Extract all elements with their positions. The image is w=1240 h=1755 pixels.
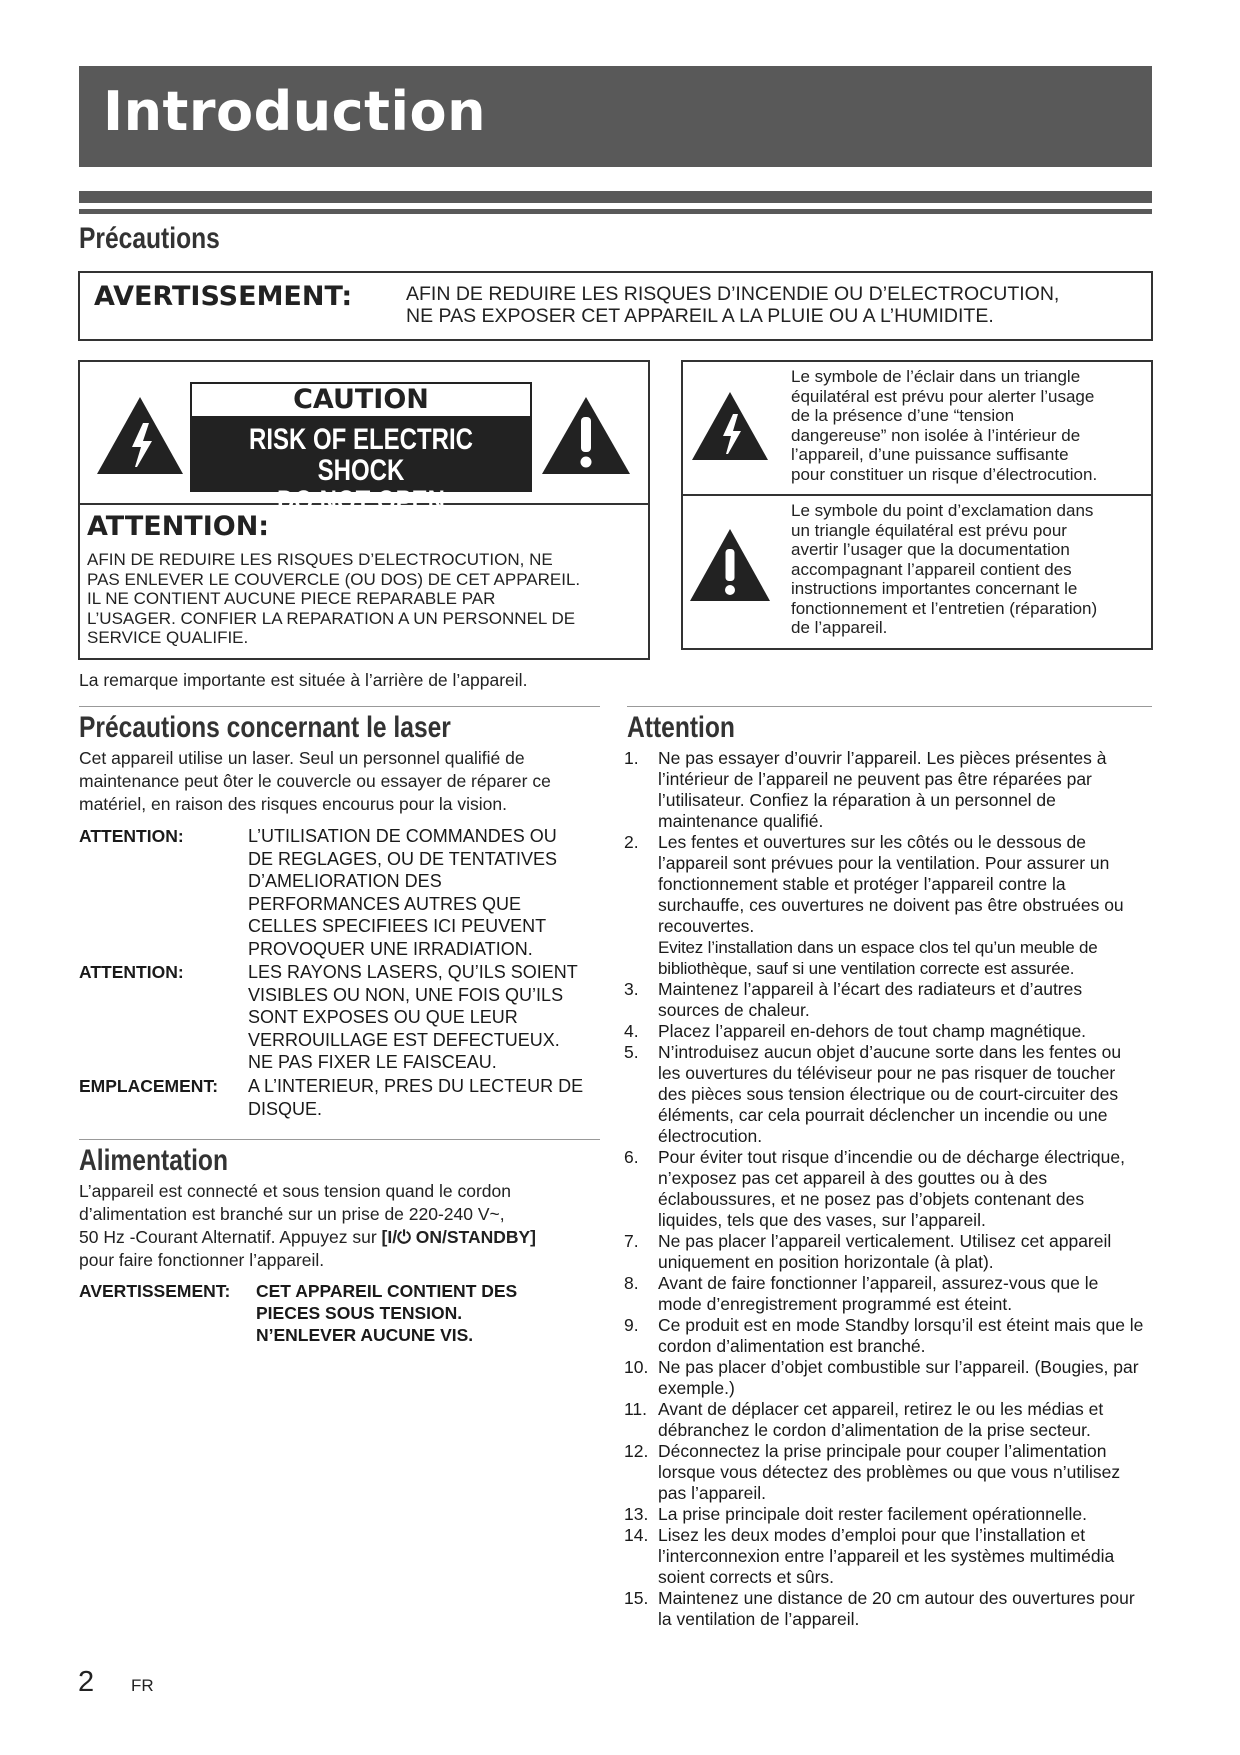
laser-entry-key: EMPLACEMENT: (79, 1076, 219, 1096)
laser-intro-line: maintenance peut ôter le couvercle ou essayer de réparer ce (79, 771, 551, 791)
list-item-number: 8. (624, 1273, 639, 1293)
list-item-number: 7. (624, 1231, 639, 1251)
power-rule (79, 1139, 600, 1140)
lightning-text-line: Le symbole de l’éclair dans un triangle (791, 367, 1081, 386)
list-item-number: 10. (624, 1357, 649, 1377)
list-item (624, 1504, 1144, 1525)
exclamation-triangle-icon (540, 395, 632, 476)
page-title: Introduction (103, 80, 487, 143)
list-item-number: 14. (624, 1525, 649, 1545)
section-rule-thin (79, 209, 1152, 214)
power-text (79, 1180, 536, 1272)
attention-line: PAS ENLEVER LE COUVERCLE (OU DOS) DE CET APPAREIL. (87, 569, 581, 589)
laser-entry-line: SONT EXPOSES OU QUE LEUR (248, 1007, 518, 1027)
list-item-text: Maintenez une distance de 20 cm autour des ouvertures pour la ventilation de l’appareil. (658, 1588, 1135, 1629)
power-warning-line: PIECES SOUS TENSION. (256, 1303, 463, 1323)
exclamation-text-line: accompagnant l’appareil contient des (791, 559, 1072, 579)
attention-label: ATTENTION: (87, 511, 270, 542)
list-item-number: 9. (624, 1315, 639, 1335)
list-item-text: Déconnectez la prise principale pour couper l’alimentation lorsque vous détectez des problèmes ou que vous n’utilisez pas l’appareil. (658, 1441, 1121, 1503)
laser-entry-value (248, 961, 578, 1074)
power-line-prefix: 50 Hz -Courant Alternatif. Appuyez sur (79, 1227, 382, 1247)
laser-entry-key: ATTENTION: (79, 826, 184, 846)
list-item (624, 1231, 1144, 1273)
list-item (624, 832, 1144, 979)
exclamation-text-line: fonctionnement et l’entretien (réparation) (791, 598, 1098, 618)
laser-entry-line: VERROUILLAGE EST DEFECTUEUX. (248, 1029, 560, 1050)
exclamation-text-line: un triangle équilatéral est prévu pour (791, 520, 1067, 540)
power-line: pour faire fonctionner l’appareil. (79, 1250, 325, 1270)
laser-entry-value (248, 825, 557, 960)
attention-rule (627, 706, 1152, 707)
laser-intro-line: Cet appareil utilise un laser. Seul un personnel qualifié de (79, 748, 525, 768)
power-line (79, 1226, 536, 1249)
list-item-text: Ne pas essayer d’ouvrir l’appareil. Les pièces présentes à l’intérieur de l’appareil ne peuvent pas être réparées par l’utilisateur. Confiez la réparation à un personnel de maintenance qualifié. (658, 748, 1107, 831)
exclamation-text-line: de l’appareil. (791, 618, 888, 637)
attention-line: SERVICE QUALIFIE. (87, 628, 249, 647)
title-band (79, 66, 1152, 167)
power-heading: Alimentation (79, 1144, 228, 1177)
list-item-text: Les fentes et ouvertures sur les côtés ou le dessous de l’appareil sont prévues pour la ventilation. Pour assurer un fonctionnement stable et protéger l’appareil contre la surchauffe, ces ouvertures ne doivent pas être obstruées ou recouvertes. (658, 832, 1124, 936)
list-item-number: 4. (624, 1021, 639, 1041)
laser-entry-value (248, 1075, 583, 1120)
lightning-symbol-icon (690, 390, 770, 462)
list-item-text: Placez l’appareil en-dehors de tout champ magnétique. (658, 1021, 1087, 1041)
section-rule (79, 191, 1152, 203)
power-warning-line: CET APPAREIL CONTIENT DES (256, 1281, 518, 1301)
caution-label: CAUTION (293, 384, 429, 415)
lightning-text-line: l’appareil, d’une puissance suffisante (791, 445, 1069, 464)
exclamation-symbol-icon (688, 527, 772, 603)
symbols-divider (683, 494, 1151, 496)
attention-text (87, 550, 580, 648)
exclamation-text-line: Le symbole du point d’exclamation dans (791, 501, 1094, 520)
list-item-number: 1. (624, 748, 639, 768)
laser-entry-line: A L’INTERIEUR, PRES DU LECTEUR DE (248, 1076, 584, 1096)
warning-line-2: NE PAS EXPOSER CET APPAREIL A LA PLUIE OU A L’HUMIDITE. (406, 305, 994, 327)
page-number: 2 (78, 1666, 95, 1698)
laser-entry-line: PERFORMANCES AUTRES QUE (248, 893, 522, 914)
list-item (624, 1315, 1144, 1357)
list-item-text: Lisez les deux modes d’emploi pour que l’installation et l’interconnexion entre l’appareil et les systèmes multimédia soient corrects et sûrs. (658, 1525, 1115, 1587)
list-item-number: 5. (624, 1042, 639, 1062)
list-item (624, 1042, 1144, 1147)
list-item (624, 1273, 1144, 1315)
laser-intro (79, 747, 551, 816)
power-warning-text (256, 1280, 517, 1346)
lightning-text-line: dangereuse” non isolée à l’intérieur de (791, 425, 1081, 445)
laser-rule (79, 706, 600, 707)
shock-warning-line-1: RISK OF ELECTRIC SHOCK (248, 423, 473, 487)
laser-entry-line: LES RAYONS LASERS, QU’ILS SOIENT (248, 962, 578, 982)
attention-line: IL NE CONTIENT AUCUNE PIECE REPARABLE PAR (87, 589, 496, 608)
shock-warning-panel (192, 416, 530, 518)
list-item (624, 1525, 1144, 1588)
laser-entry-line: DISQUE. (248, 1098, 323, 1119)
exclamation-symbol-text (791, 501, 1097, 638)
power-warning-key: AVERTISSEMENT: (79, 1281, 231, 1301)
list-item-text: Ne pas placer d’objet combustible sur l’appareil. (Bougies, par exemple.) (658, 1357, 1139, 1398)
lightning-text-line: équilatéral est prévu pour alerter l’usage (791, 386, 1095, 406)
list-item-number: 12. (624, 1441, 649, 1461)
laser-heading: Précautions concernant le laser (79, 711, 451, 744)
attention-line: AFIN DE REDUIRE LES RISQUES D’ELECTROCUTION, NE (87, 550, 553, 569)
list-item-text: La prise principale doit rester facilement opérationnelle. (658, 1504, 1087, 1524)
exclamation-text-line: instructions importantes concernant le (791, 579, 1078, 598)
laser-entry-line: PROVOQUER UNE IRRADIATION. (248, 938, 533, 959)
warning-line-1: AFIN DE REDUIRE LES RISQUES D’INCENDIE OU D’ELECTROCUTION, (406, 283, 1060, 305)
list-item-number: 2. (624, 832, 639, 852)
list-item-text: Pour éviter tout risque d’incendie ou de décharge électrique, n’exposez pas cet appareil à des gouttes ou à des éclaboussures, et ne posez pas d’objets contenant des liquides, tels que des vases, sur l’appareil. (658, 1147, 1125, 1230)
caution-label-block (190, 382, 532, 518)
list-item-text: Ne pas placer l’appareil verticalement. Utilisez cet appareil uniquement en position horizontale (à plat). (658, 1231, 1112, 1272)
laser-entry-line: NE PAS FIXER LE FAISCEAU. (248, 1052, 497, 1072)
laser-entry-line: CELLES SPECIFIEES ICI PEUVENT (248, 916, 547, 936)
laser-intro-line: matériel, en raison des risques encourus pour la vision. (79, 794, 507, 814)
laser-entry-key: ATTENTION: (79, 962, 184, 982)
warning-box (78, 271, 1153, 341)
power-line: L’appareil est connecté et sous tension quand le cordon (79, 1181, 511, 1201)
warning-label: AVERTISSEMENT: (94, 281, 353, 312)
exclamation-text-line: avertir l’usager que la documentation (791, 540, 1070, 559)
lightning-triangle-icon (95, 395, 185, 476)
standby-button-label: [I/⏻ ON/STANDBY] (381, 1227, 537, 1247)
attention-line: L’USAGER. CONFIER LA REPARATION A UN PERSONNEL DE (87, 608, 576, 628)
list-item (624, 1441, 1144, 1504)
laser-entry-line: VISIBLES OU NON, UNE FOIS QU’ILS (248, 984, 564, 1005)
list-item-text: Avant de faire fonctionner l’appareil, assurez-vous que le mode d’enregistrement programmé est éteint. (658, 1273, 1099, 1314)
attention-list (624, 748, 1144, 1630)
list-item-number: 13. (624, 1504, 649, 1524)
list-item (624, 1399, 1144, 1441)
lightning-text-line: pour constituer un risque d’électrocution. (791, 464, 1098, 484)
list-item-number: 15. (624, 1588, 649, 1608)
list-item (624, 1021, 1144, 1042)
language-code: FR (131, 1676, 154, 1695)
list-item-number: 11. (624, 1399, 648, 1419)
shock-warning-line-2: DO NOT OPEN (276, 485, 445, 518)
precautions-heading: Précautions (79, 222, 220, 255)
list-item-number: 3. (624, 979, 639, 999)
list-item (624, 748, 1144, 832)
lightning-symbol-text (791, 367, 1097, 484)
list-item (624, 1588, 1144, 1630)
power-warning-line: N’ENLEVER AUCUNE VIS. (256, 1325, 474, 1345)
laser-entry-line: DE REGLAGES, OU DE TENTATIVES (248, 848, 558, 869)
laser-entry-line: L’UTILISATION DE COMMANDES OU (248, 826, 557, 846)
list-item (624, 1357, 1144, 1399)
list-item-text: Avant de déplacer cet appareil, retirez le ou les médias et débranchez le cordon d’alimentation de la prise secteur. (658, 1399, 1104, 1440)
lightning-text-line: de la présence d’une “tension (791, 406, 1015, 425)
laser-entry-line: D’AMELIORATION DES (248, 871, 442, 891)
list-item (624, 979, 1144, 1021)
list-item (624, 1147, 1144, 1231)
important-note: La remarque importante est située à l’arrière de l’appareil. (79, 670, 528, 690)
list-item-text: N’introduisez aucun objet d’aucune sorte dans les fentes ou les ouvertures du téléviseur pour ne pas risquer de toucher des pièces sous tension électrique ou de court-circuiter des éléments, car cela pourrait déclencher un incendie ou une électrocution. (658, 1042, 1122, 1146)
list-item-text: Maintenez l’appareil à l’écart des radiateurs et d’autres sources de chaleur. (658, 979, 1083, 1020)
list-item-number: 6. (624, 1147, 639, 1167)
list-item-text: Ce produit est en mode Standby lorsqu’il est éteint mais que le cordon d’alimentation est branché. (658, 1315, 1144, 1356)
list-item-note: Evitez l’installation dans un espace clos tel qu’un meuble de bibliothèque, sauf si une ventilation correcte est assurée. (658, 938, 1098, 978)
attention-heading: Attention (627, 711, 735, 744)
power-line: d’alimentation est branché sur un prise de 220-240 V~, (79, 1204, 505, 1224)
